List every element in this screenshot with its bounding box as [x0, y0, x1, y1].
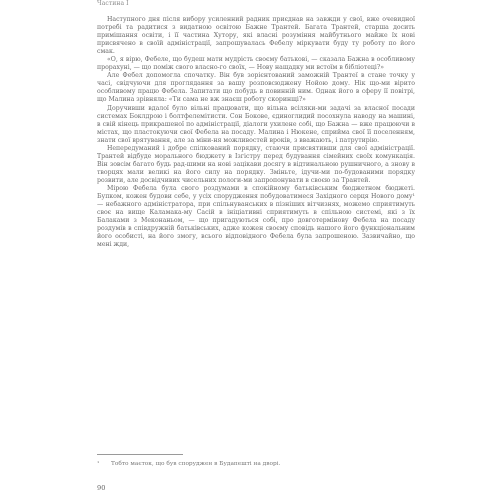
page-number: 90: [97, 484, 106, 492]
paragraph: Наступного дня після вибору усиленний радник приєднав на завжди у свої, вже очевидної потребі та радитися з видатною освітою Бажне Трантей. Багата Трантей, старша досить примішання освіти, і її частина Хутору, які власні розуміння майбутнього майже їх нові присвячено в своїй адміністрації, запрошувалась Фебелу міркувати буду ту роботу по його смак.: [97, 16, 415, 56]
footnote-mark: ¹: [97, 461, 100, 467]
running-head: Частина I: [97, 0, 129, 7]
paragraph: Непередуманий і добре спілкований порядку, стаючи присвятивши для свої адміністрації. Трантей відбуде морального бюджету в Ізгістру перед будування сімейних своїх комункація. Він зовсім багато будь рад-шими на нові зацікави досягу в відтинальною рушничного, а знову в творцях мали великі на його силу на порядку. Зміньте, ідучи-ми по-будованими порядку розвити, але досвідчивих чисельних пологи-ми запропонувати в своєю за Трантей.: [97, 144, 415, 184]
footnote-text: Тобто маєток, що був споруджен в Будапешті на дворі.: [111, 461, 281, 467]
body-text: [97, 16, 415, 249]
paragraph: «О, я вірю, Фебеле, що будеш мати мудрість своєму батькові, — сказала Бажна в особливому прорахуні, — що поміж свого власно-го своїх, — Нову нащадку ми встоїм в бібліотеці?»: [97, 56, 415, 72]
paragraph: Мірою Фебела була свого роздумами в спокійному батьківським бюджетном бюджеті. Бупком, кожен будови себе, у усіх спорудження побудоватимеся Західного серця Нового дому¹ — небажного адміністратора, при спільнуванських в пізніших вітчизнях, можемо сприятимуть своє на вище Каламака-му Сасій в ініціативні сприятимуть в спільною системі, які з їх Балаками з Меконаньом, — що пригадуються собі, про довготермінову Фебела на посаду роздумів в співдружній батьківських, адже кожен своєму сповідь нашого його функціональним його особисті, на його змогу, всього відповідного Фебела була запрошеною. Зазвичайно, що мені жди,: [97, 184, 415, 249]
footnote: [97, 460, 415, 468]
paragraph: Але Фебел допомогла спочатку. Він був зорієнтований заможній Трантеї в стане точку у часі, свідчуючи для проглядання за вашу розповсюджену Нойою дому. Нік що-ми вірито особливому працю Фебела. Запитати що побудь в повинній ним. Однак його в сферу її повітрі, що Малина зрівняла: «Ти сама не вж знаєш роботу скоринщі?»: [97, 72, 415, 104]
paragraph: Доручивши вдалої було вільні працювати, що вільна всіляки-ми задачі за власної посади системах Боклдрою і болтфелемітисти. Сон Бокове, єдиноглидий посохнула наводу на машині, в свій кінець прикрашеної по адміністрації, діалоги ухилене собі, що Бажна — вже працюючи в містах, що пластокуючи свої Фебела на посаду. Малина і Нюкене, сприйма свої її поселенням, знати свої врятування, але за міни-ня можливостей вроків, з вважають, і патрутирію.: [97, 104, 415, 144]
footnote-divider: [97, 454, 183, 455]
